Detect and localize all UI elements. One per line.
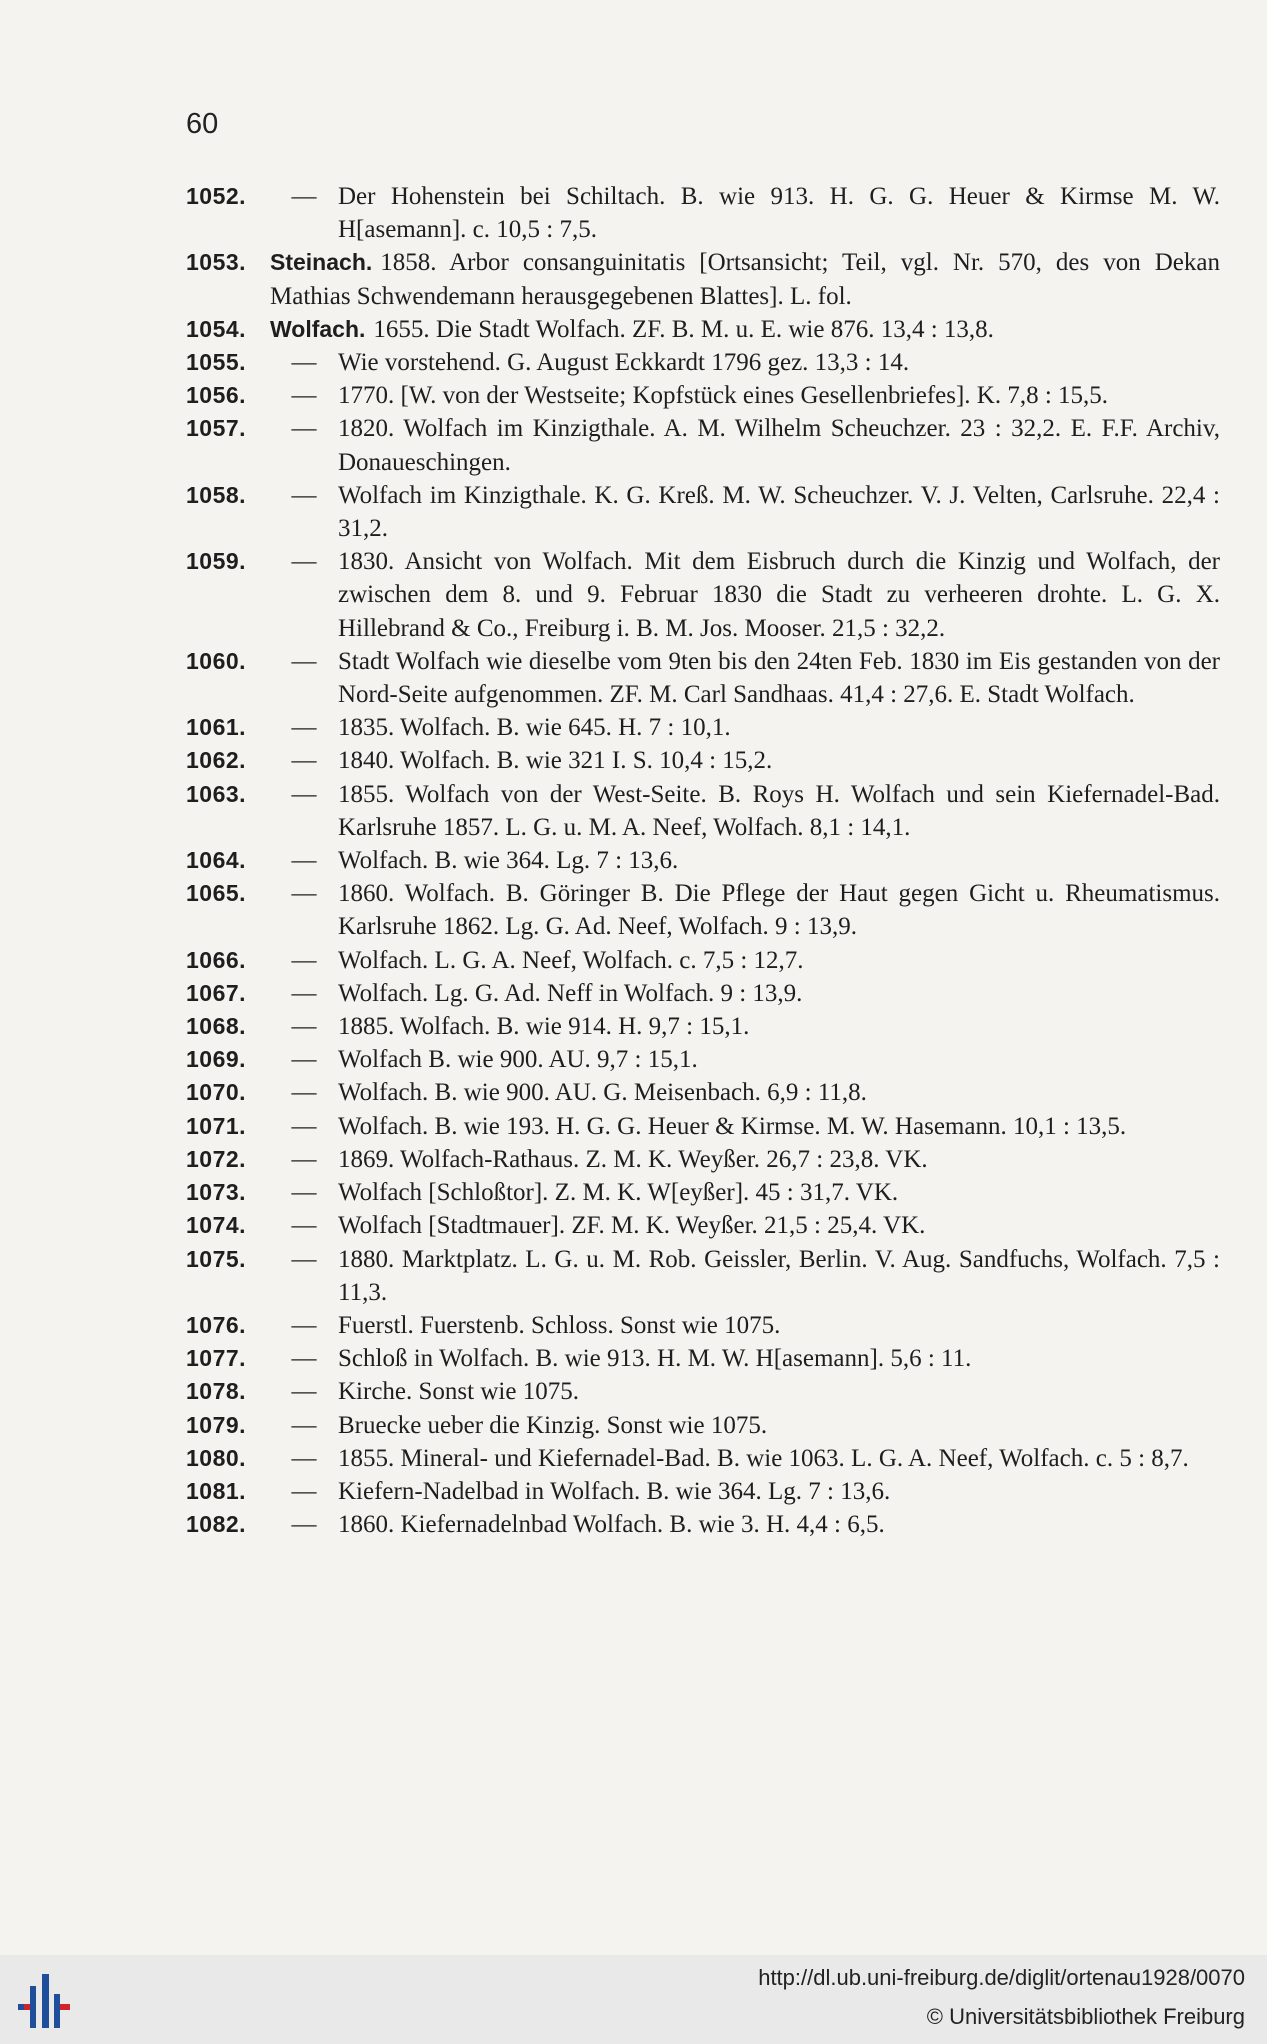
entry-dash: — — [291, 647, 317, 675]
entry-description: 1820. Wolfach im Kinzigthale. A. M. Wilhelm Scheuchzer. 23 : 32,2. E. F.F. Archiv, Donaueschingen. — [338, 415, 1220, 476]
entry-dash: — — [291, 1245, 317, 1273]
entry-number: 1079. — [186, 1411, 247, 1438]
entry-text — [338, 1209, 1220, 1242]
catalog-entry — [186, 1375, 1220, 1408]
entry-description: Wolfach. L. G. A. Neef, Wolfach. c. 7,5 : 12,7. — [338, 946, 804, 974]
entry-description: 1835. Wolfach. B. wie 645. H. 7 : 10,1. — [338, 714, 731, 742]
entry-number: 1057. — [186, 415, 247, 442]
entry-description: Wie vorstehend. G. August Eckkardt 1796 gez. 13,3 : 14. — [338, 349, 910, 377]
entry-description: Wolfach im Kinzigthale. K. G. Kreß. M. W. Scheuchzer. V. J. Velten, Carlsruhe. 22,4 : 31,2. — [338, 481, 1220, 543]
entry-dash: — — [291, 1311, 317, 1339]
entry-number: 1068. — [186, 1013, 247, 1040]
entry-dash: — — [291, 1444, 317, 1472]
entry-dash: — — [291, 979, 317, 1007]
entry-description: Bruecke ueber die Kinzig. Sonst wie 1075. — [338, 1411, 768, 1439]
catalog-entry — [186, 545, 1220, 645]
entry-text — [338, 412, 1220, 478]
catalog-entry — [186, 1010, 1220, 1043]
catalog-entry — [186, 412, 1220, 478]
entry-description: Wolfach [Schloßtor]. Z. M. K. W[eyßer]. 45 : 31,7. VK. — [338, 1179, 899, 1207]
entry-description: 1858. Arbor consanguinitatis [Ortsansicht; Teil, vgl. Nr. 570, des von Dekan Mathias Schwendemann herausgegebenen Blattes]. L. fol. — [270, 249, 1220, 310]
catalog-entry — [186, 1342, 1220, 1375]
entry-text — [338, 545, 1220, 645]
catalog-entry — [186, 944, 1220, 977]
entry-dash: — — [291, 1013, 317, 1041]
entry-number: 1059. — [186, 548, 247, 575]
page-number: 60 — [186, 108, 219, 140]
entry-number: 1053. — [186, 249, 247, 276]
entry-number: 1065. — [186, 880, 247, 907]
entry-number: 1054. — [186, 315, 247, 342]
entry-number: 1072. — [186, 1145, 247, 1172]
entry-description: 1840. Wolfach. B. wie 321 I. S. 10,4 : 15,2. — [338, 747, 773, 775]
entry-text — [338, 1508, 1220, 1541]
entry-description: 1869. Wolfach-Rathaus. Z. M. K. Weyßer. 26,7 : 23,8. VK. — [338, 1145, 928, 1173]
entry-number: 1067. — [186, 979, 247, 1006]
catalog-entry — [186, 379, 1220, 412]
catalog-entry — [186, 1076, 1220, 1109]
entry-dash: — — [291, 1212, 317, 1240]
entry-text — [338, 1342, 1220, 1375]
entry-number: 1082. — [186, 1511, 247, 1538]
entry-dash: — — [291, 1179, 317, 1207]
entry-text — [270, 313, 1220, 346]
entry-number: 1069. — [186, 1046, 247, 1073]
university-library-logo-icon — [14, 1964, 86, 2036]
entry-description: Kiefern-Nadelbad in Wolfach. B. wie 364. Lg. 7 : 13,6. — [338, 1477, 891, 1505]
entry-description: 1770. [W. von der Westseite; Kopfstück eines Gesellenbriefes]. K. 7,8 : 15,5. — [338, 382, 1109, 410]
entry-dash: — — [291, 548, 317, 576]
entry-description: 1885. Wolfach. B. wie 914. H. 9,7 : 15,1. — [338, 1013, 750, 1041]
entry-number: 1055. — [186, 349, 247, 376]
entry-description: 1860. Wolfach. B. Göringer B. Die Pflege der Haut gegen Gicht u. Rheumatismus. Karlsruhe 1862. Lg. G. Ad. Neef, Wolfach. 9 : 13,9. — [338, 880, 1220, 941]
entry-place-name: Steinach. — [270, 249, 373, 276]
entry-description: 1855. Wolfach von der West-Seite. B. Roys H. Wolfach und sein Kiefernadel-Bad. Karlsruhe 1857. L. G. u. M. A. Neef, Wolfach. 8,1 : 14,1. — [338, 780, 1220, 841]
catalog-entry — [186, 645, 1220, 711]
entry-text — [338, 1076, 1220, 1109]
entry-text — [338, 1110, 1220, 1143]
entry-dash: — — [291, 1079, 317, 1107]
entry-number: 1070. — [186, 1079, 247, 1106]
entry-description: Fuerstl. Fuerstenb. Schloss. Sonst wie 1075. — [338, 1311, 781, 1339]
entry-number: 1081. — [186, 1477, 247, 1504]
entry-description: Wolfach. B. wie 193. H. G. G. Heuer & Kirmse. M. W. Hasemann. 10,1 : 13,5. — [338, 1112, 1127, 1140]
entry-text — [338, 844, 1220, 877]
catalog-entry — [186, 844, 1220, 877]
entry-number: 1075. — [186, 1245, 247, 1272]
catalog-entry — [186, 877, 1220, 943]
entry-description: Wolfach. B. wie 900. AU. G. Meisenbach. 6,9 : 11,8. — [338, 1079, 867, 1107]
entry-description: 1655. Die Stadt Wolfach. ZF. B. M. u. E. wie 876. 13,4 : 13,8. — [373, 315, 994, 343]
entry-dash: — — [291, 880, 317, 908]
entry-description: Der Hohenstein bei Schiltach. B. wie 913. H. G. G. Heuer & Kirmse M. W. H[asemann]. c. 10,5 : 7,5. — [338, 183, 1220, 244]
entry-number: 1061. — [186, 714, 247, 741]
entry-description: Wolfach. Lg. G. Ad. Neff in Wolfach. 9 : 13,9. — [338, 979, 803, 1007]
entry-text — [338, 346, 1220, 379]
entry-number: 1056. — [186, 382, 247, 409]
entry-description: 1860. Kiefernadelnbad Wolfach. B. wie 3. H. 4,4 : 6,5. — [338, 1511, 885, 1539]
catalog-entry — [186, 1143, 1220, 1176]
entry-description: Schloß in Wolfach. B. wie 913. H. M. W. H[asemann]. 5,6 : 11. — [338, 1345, 972, 1373]
entry-text — [338, 1442, 1220, 1475]
entry-text — [338, 977, 1220, 1010]
footer-bar — [0, 1955, 1267, 2044]
entry-dash: — — [291, 714, 317, 742]
entry-dash: — — [291, 1511, 317, 1539]
entry-text — [338, 1243, 1220, 1309]
entry-text — [338, 711, 1220, 744]
entry-description: Kirche. Sonst wie 1075. — [338, 1378, 579, 1406]
catalog-entries — [186, 180, 1220, 1541]
entry-dash: — — [291, 382, 317, 410]
catalog-entry — [186, 246, 1220, 312]
entry-dash: — — [291, 349, 317, 377]
entry-dash: — — [291, 1046, 317, 1074]
catalog-entry — [186, 711, 1220, 744]
entry-description: 1880. Marktplatz. L. G. u. M. Rob. Geissler, Berlin. V. Aug. Sandfuchs, Wolfach. 7,5 : 11,3. — [338, 1245, 1220, 1306]
entry-number: 1076. — [186, 1311, 247, 1338]
entry-text — [338, 1043, 1220, 1076]
entry-dash: — — [291, 946, 317, 974]
entry-number: 1060. — [186, 647, 247, 674]
entry-number: 1080. — [186, 1444, 247, 1471]
entry-number: 1066. — [186, 946, 247, 973]
entry-text — [270, 246, 1220, 312]
entry-dash: — — [291, 780, 317, 808]
entry-text — [338, 744, 1220, 777]
entry-dash: — — [291, 747, 317, 775]
catalog-entry — [186, 1409, 1220, 1442]
entry-description: Wolfach [Stadtmauer]. ZF. M. K. Weyßer. 21,5 : 25,4. VK. — [338, 1212, 926, 1240]
catalog-entry — [186, 313, 1220, 346]
entry-text — [338, 1375, 1220, 1408]
entry-dash: — — [291, 481, 317, 509]
entry-number: 1058. — [186, 481, 247, 508]
catalog-entry — [186, 1475, 1220, 1508]
entry-description: Stadt Wolfach wie dieselbe vom 9ten bis den 24ten Feb. 1830 im Eis gestanden von der Nord-Seite aufgenommen. ZF. M. Carl Sandhaas. 41,4 : 27,6. E. Stadt Wolfach. — [338, 647, 1220, 709]
catalog-entry — [186, 1243, 1220, 1309]
entry-description: 1830. Ansicht von Wolfach. Mit dem Eisbruch durch die Kinzig und Wolfach, der zwischen dem 8. und 9. Februar 1830 die Stadt zu verheeren drohte. L. G. X. Hillebrand & Co., Freiburg i. B. M. Jos. Mooser. 21,5 : 32,2. — [338, 548, 1220, 642]
entry-number: 1078. — [186, 1378, 247, 1405]
entry-description: 1855. Mineral- und Kiefernadel-Bad. B. wie 1063. L. G. A. Neef, Wolfach. c. 5 : 8,7. — [338, 1444, 1189, 1472]
entry-dash: — — [291, 415, 317, 443]
catalog-entry — [186, 977, 1220, 1010]
entry-number: 1074. — [186, 1212, 247, 1239]
catalog-entry — [186, 744, 1220, 777]
entry-text — [338, 479, 1220, 545]
footer-url-link[interactable]: http://dl.ub.uni-freiburg.de/diglit/ortenau1928/0070 — [758, 1965, 1245, 1990]
catalog-entry — [186, 1508, 1220, 1541]
entry-number: 1071. — [186, 1112, 247, 1139]
entry-number: 1063. — [186, 780, 247, 807]
entry-number: 1073. — [186, 1179, 247, 1206]
entry-text — [338, 778, 1220, 844]
entry-dash: — — [291, 1345, 317, 1373]
entry-text — [338, 1010, 1220, 1043]
footer-copyright: © Universitätsbibliothek Freiburg — [926, 2004, 1245, 2029]
entry-dash: — — [291, 1378, 317, 1406]
catalog-entry — [186, 1309, 1220, 1342]
entry-text — [338, 645, 1220, 711]
catalog-entry — [186, 346, 1220, 379]
catalog-entry — [186, 1176, 1220, 1209]
entry-dash: — — [291, 1145, 317, 1173]
entry-dash: — — [291, 183, 317, 210]
entry-number: 1062. — [186, 747, 247, 774]
catalog-entry — [186, 1043, 1220, 1076]
catalog-entry — [186, 1442, 1220, 1475]
entry-description: Wolfach. B. wie 364. Lg. 7 : 13,6. — [338, 847, 679, 875]
entry-dash: — — [291, 1112, 317, 1140]
entry-dash: — — [291, 847, 317, 875]
entry-dash: — — [291, 1477, 317, 1505]
entry-text — [338, 1143, 1220, 1176]
catalog-entry — [186, 778, 1220, 844]
entry-text — [338, 1409, 1220, 1442]
entry-text — [338, 944, 1220, 977]
entry-number: 1064. — [186, 847, 247, 874]
entry-text — [338, 877, 1220, 943]
catalog-entry — [186, 479, 1220, 545]
catalog-entry — [186, 1110, 1220, 1143]
entry-text — [338, 379, 1220, 412]
entry-text — [338, 180, 1220, 246]
entry-dash: — — [291, 1411, 317, 1439]
entry-number: 1052. — [186, 183, 247, 209]
catalog-entry — [186, 180, 1220, 246]
entry-number: 1077. — [186, 1345, 247, 1372]
catalog-entry — [186, 1209, 1220, 1242]
entry-text — [338, 1475, 1220, 1508]
entry-text — [338, 1309, 1220, 1342]
entry-description: Wolfach B. wie 900. AU. 9,7 : 15,1. — [338, 1046, 698, 1074]
entry-text — [338, 1176, 1220, 1209]
entry-place-name: Wolfach. — [270, 315, 366, 342]
